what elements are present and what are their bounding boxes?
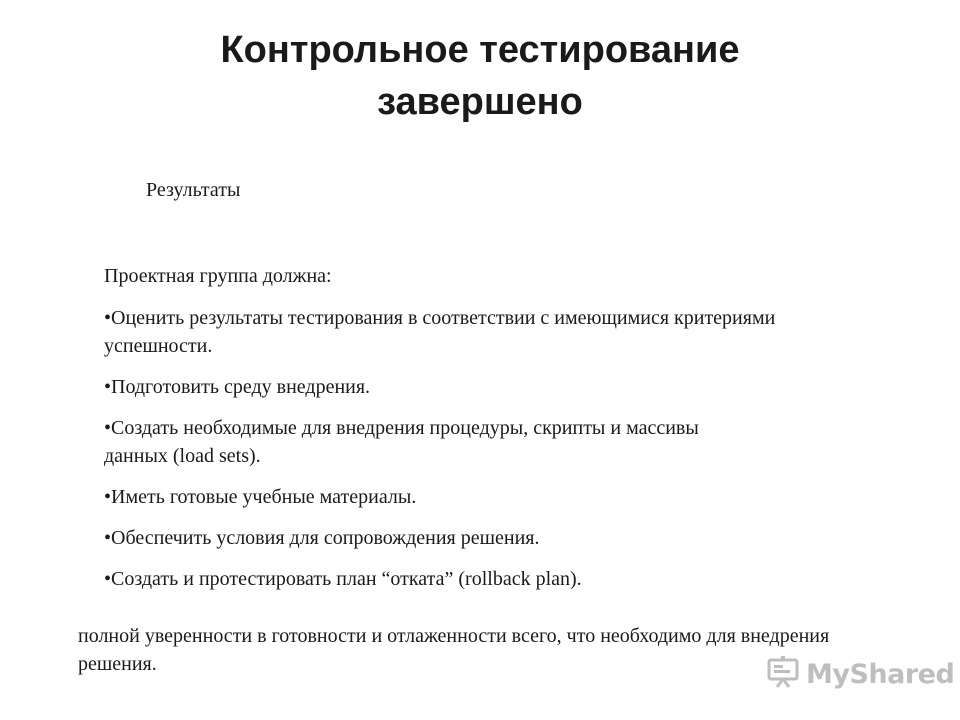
bullet-item: •Создать необходимые для внедрения процедуры, скрипты и массивы данных (load sets). [104,417,699,467]
watermark [766,654,954,694]
results-label: Результаты [146,179,241,201]
slide-title-line-2: завершено [377,81,583,123]
conclusion-text: полной уверенности в готовности и отлаженности всего, что необходимо для внедрения решения. [78,625,830,675]
presentation-board-icon [766,655,800,694]
bullet-item: •Иметь готовые учебные материалы. [104,486,417,508]
bullet-list [104,304,804,606]
intro-text: Проектная группа должна: [104,265,332,287]
bullet-item: •Обеспечить условия для сопровождения решения. [104,527,540,549]
slide-title-line-1: Контрольное тестирование [220,29,740,71]
bullet-item: •Подготовить среду внедрения. [104,376,371,398]
slide-title [0,24,960,128]
bullet-item: •Создать и протестировать план “отката” (rollback plan). [104,568,582,590]
bullet-item: •Оценить результаты тестирования в соответствии с имеющимися критериями успешности. [104,307,776,357]
watermark-text: MyShared [806,658,955,690]
